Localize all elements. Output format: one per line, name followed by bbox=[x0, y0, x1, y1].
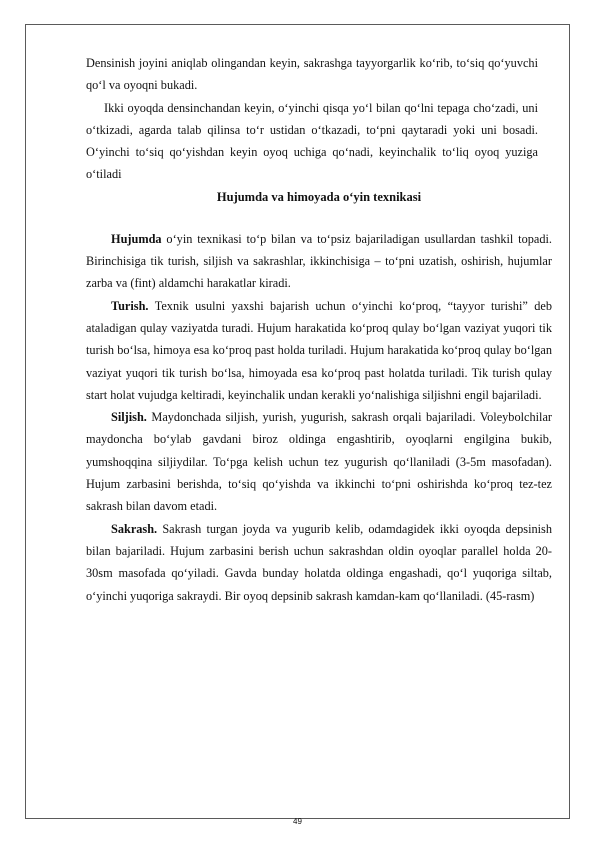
paragraph-siljish bbox=[86, 406, 552, 517]
paragraph-text: Texnik usulni yaxshi bajarish uchun o‘yinchi ko‘proq, “tayyor turishi” deb ataladigan qulay vaziyatda turadi. Hujum harakatida ko‘proq qulay bo‘lgan vaziyat yuqori tik turish bo‘lsa, himoya esa ko‘proq past holda turiladi. Hujum harakatida ko‘proq qulay bo‘lgan vaziyat yuqori tik turish bo‘lsa, himoyada esa ko‘proq past holatda turiladi. Tik turish qulay start holat vujudga keltiradi, keyinchalik undan kerakli yo‘nalishiga siljishni engil bajariladi. bbox=[86, 298, 552, 402]
page-number: 49 bbox=[293, 817, 302, 826]
paragraph-text: o‘yin texnikasi to‘p bilan va to‘psiz bajariladigan usullardan tashkil topadi. Birinchisiga tik turish, siljish va sakrashlar, ikkinchisiga – to‘pni uzatish, oshirish, hujumlar zarba va (fint) aldamchi harakatlar kiradi. bbox=[86, 231, 552, 291]
paragraph-text: Maydonchada siljish, yurish, yugurish, sakrash orqali bajariladi. Voleybolchilar maydoncha bo‘ylab gavdani biroz oldinga engashtirib, oyoqlarni engilgina bukib, yumshoqqina siljiydilar. To‘pga kelish uchun tez yugurish qo‘llaniladi (3-5m masofadan). Hujum zarbasini berishda, to‘siq qo‘yishda va ikkinchi to‘pni oshirishda ko‘proq tez-tez sakrash bilan davom etadi. bbox=[86, 410, 552, 514]
term-label: Turish. bbox=[111, 298, 149, 313]
paragraph-hujumda bbox=[86, 228, 552, 295]
document-body bbox=[86, 52, 552, 607]
intro-paragraph-1: Densinish joyini aniqlab olingandan keyin, sakrashga tayyorgarlik ko‘rib, to‘siq qo‘yuvchi qo‘l va oyoqni bukadi. bbox=[86, 56, 538, 93]
paragraph-text: Sakrash turgan joyda va yugurib kelib, odamdagidek ikki oyoqda depsinish bilan bajariladi. Hujum zarbasini berish uchun sakrashdan oldin oyoqlar parallel holda 20-30sm masofada qo‘yiladi. Gavda bunday holatda oldinga engashadi, qo‘l yuqoriga siltab, o‘yinchi yuqoriga sakraydi. Bir oyoq depsinib sakrash kamdan-kam qo‘llaniladi. (45-rasm) bbox=[86, 521, 552, 603]
intro-paragraph-2: Ikki oyoqda densinchandan keyin, o‘yinchi qisqa yo‘l bilan qo‘lni tepaga cho‘zadi, uni o‘tkizadi, agarda talab qilinsa to‘r ustidan o‘tkazadi, to‘pni qaytaradi yoki uni bosadi. O‘yinchi to‘siq qo‘yishdan keyin oyoq uchiga qo‘nadi, keyinchalik to‘liq oyoq yuziga o‘tiladi bbox=[86, 100, 538, 182]
paragraph-sakrash bbox=[86, 518, 552, 607]
section-heading: Hujumda va himoyada o‘yin texnikasi bbox=[216, 189, 422, 204]
paragraph-turish bbox=[86, 295, 552, 406]
term-label: Sakrash. bbox=[111, 521, 158, 536]
term-label: Hujumda bbox=[111, 231, 162, 246]
term-label: Siljish. bbox=[111, 410, 147, 425]
